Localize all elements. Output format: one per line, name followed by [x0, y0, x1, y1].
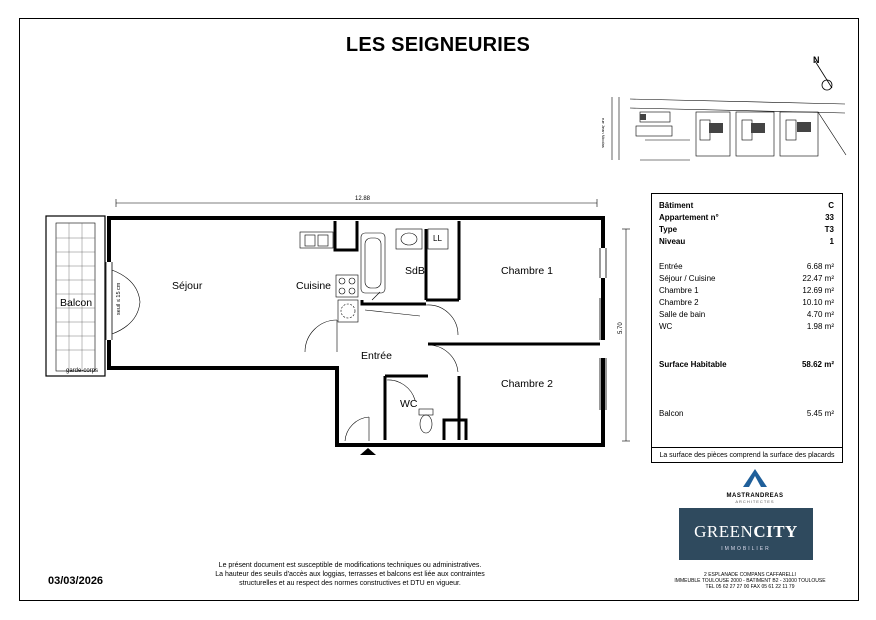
room-wc: WC [400, 398, 418, 410]
info-row-wc: WC 1.98 m² [659, 322, 834, 331]
exterior-walls [107, 218, 603, 445]
info-row-balcon: Balcon 5.45 m² [659, 409, 834, 418]
company-address [655, 572, 845, 590]
architect-name: MASTRANDREAS [726, 493, 784, 499]
wc-fixtures [419, 409, 433, 433]
document-date: 03/03/2026 [48, 575, 104, 587]
room-sdb: SdB [405, 265, 425, 277]
info-note: La surface des pièces comprend la surface des placards [652, 447, 842, 459]
interior-walls [335, 221, 600, 440]
room-sejour: Séjour [172, 280, 203, 292]
address-line-2: IMMEUBLE TOULOUSE 2000 - BATIMENT B2 - 31000 TOULOUSE [674, 578, 826, 584]
greencity-logo [679, 508, 813, 560]
dimension-lines [116, 199, 630, 441]
apartment-info-box [651, 193, 843, 463]
info-row-salle-de-bain: Salle de bain 4.70 m² [659, 310, 834, 319]
disclaimer [200, 561, 500, 588]
greencity-wordmark [679, 522, 813, 542]
dimension-width: 12.88 [355, 196, 371, 202]
kitchen-fixtures [300, 232, 358, 322]
compass-north-label: N [813, 55, 820, 65]
room-balcon: Balcon [60, 297, 93, 309]
info-row-chambre-1: Chambre 1 12.69 m² [659, 286, 834, 295]
door-swings [305, 305, 458, 441]
brand-subtitle: IMMOBILIER [721, 546, 771, 552]
disclaimer-line-1: Le présent document est susceptible de modifications techniques ou administratives. [218, 562, 482, 569]
garde-corps-label: garde-corps [66, 368, 99, 374]
page-title: LES SEIGNEURIES [345, 34, 531, 56]
seuil-label: seuil ≤ 15 cm [116, 282, 122, 315]
room-cuisine: Cuisine [296, 280, 332, 292]
dimension-depth: 5.70 [618, 322, 624, 334]
disclaimer-line-3: structurelles et au respect des normes constructives et DTU en vigueur. [239, 580, 461, 587]
balcony [46, 216, 105, 376]
info-row-surface-habitable: Surface Habitable 58.62 m² [659, 360, 834, 369]
room-chambre-2: Chambre 2 [501, 378, 553, 390]
info-row-batiment: Bâtiment C [659, 201, 834, 210]
site-street-label: rue Jean Nicolas [601, 118, 606, 148]
disclaimer-line-2: La hauteur des seuils d'accès aux loggias, terrasses et balcons est liée aux contraintes [215, 571, 485, 578]
room-chambre-1: Chambre 1 [501, 265, 553, 277]
entrance-marker [360, 448, 376, 455]
brand-green: GREEN [694, 522, 754, 541]
architect-triangle-icon [700, 468, 810, 488]
info-row-niveau: Niveau 1 [659, 237, 834, 246]
info-row-entree: Entrée 6.68 m² [659, 262, 834, 271]
room-entree: Entrée [361, 350, 392, 362]
info-row-appartement: Appartement n° 33 [659, 213, 834, 222]
info-row-sejour-cuisine: Séjour / Cuisine 22.47 m² [659, 274, 834, 283]
room-ll: LL [433, 234, 442, 243]
address-line-1: 2 ESPLANADE COMPANS CAFFARELLI [704, 572, 796, 578]
architect-logo [700, 468, 810, 504]
brand-city: CITY [753, 522, 798, 541]
info-row-type: Type T3 [659, 225, 834, 234]
info-row-chambre-2: Chambre 2 10.10 m² [659, 298, 834, 307]
architect-subtitle: ARCHITECTES [735, 499, 775, 504]
address-line-3: TEL 05 62 27 27 00 FAX 05 61 22 11 79 [705, 584, 795, 590]
